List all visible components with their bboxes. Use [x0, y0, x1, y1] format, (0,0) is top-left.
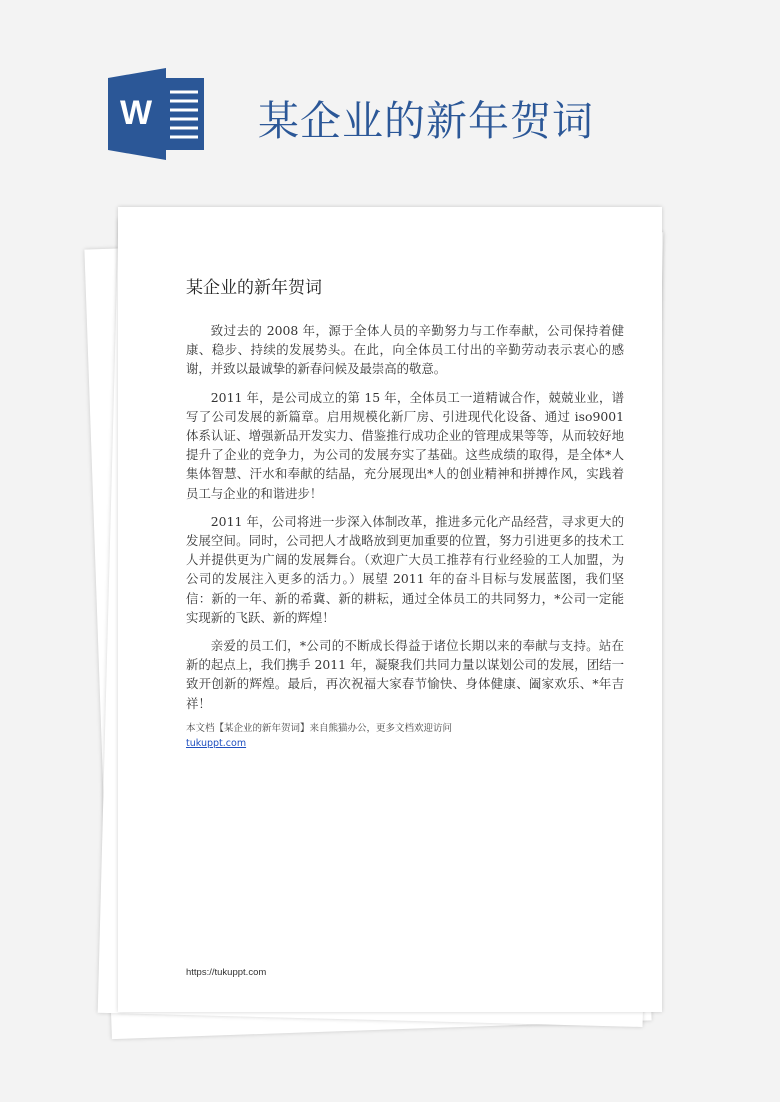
header-title: 某企业的新年贺词 [258, 97, 594, 145]
footer-url: https://tukuppt.com [186, 967, 267, 978]
source-note-text: 本文档【某企业的新年贺词】来自熊猫办公，更多文档欢迎访问 [186, 722, 453, 734]
source-note [186, 722, 624, 750]
paragraph: 致过去的 2008 年，源于全体人员的辛勤努力与工作奉献，公司保持着健康、稳步、持续的发展势头。在此，向全体员工付出的辛勤劳动表示衷心的感谢，并致以最诚挚的新春问候及最崇高的敬意。 [186, 323, 624, 377]
paragraph: 2011 年，公司将进一步深入体制改革，推进多元化产品经营，寻求更大的发展空间。同时，公司把人才战略放到更加重要的位置，努力引进更多的技术工人并提供更为广阔的发展舞台。（欢迎广大员工推荐有行业经验的工人加盟，为公司的发展注入更多的活力。）展望 2011 年的奋斗目标与发展蓝图，我们坚信：新的一年、新的希冀、新的耕耘，通过全体员工的共同努力，*公司一定能实现新的飞跃、新的辉煌！ [186, 513, 624, 625]
word-document-icon [108, 68, 208, 160]
document-page [118, 207, 662, 1012]
document-body [186, 321, 624, 713]
paragraph: 2011 年，是公司成立的第 15 年，全体员工一道精诚合作，兢兢业业，谱写了公司发展的新篇章。启用规模化新厂房、引进现代化设备、通过 iso9001 体系认证、增强新品开发实力、借鉴推行成功企业的管理成果等等，从而较好地提升了企业的竞争力，为公司的发展夯实了基础。这些成绩的取得，是全体*人集体智慧、汗水和奉献的结晶，充分展现出*人的创业精神和拼搏作风，实践着员工与企业的和谐进步！ [186, 389, 624, 501]
document-content [186, 277, 624, 750]
document-title: 某企业的新年贺词 [186, 278, 322, 298]
svg-text:W: W [119, 94, 153, 132]
source-link[interactable]: tukuppt.com [186, 737, 247, 749]
paragraph: 亲爱的员工们，*公司的不断成长得益于诸位长期以来的奉献与支持。站在新的起点上，我们携手 2011 年，凝聚我们共同力量以谋划公司的发展，团结一致开创新的辉煌。最后，再次祝福大家春节愉快、身体健康、阖家欢乐、*年吉祥！ [186, 638, 624, 711]
